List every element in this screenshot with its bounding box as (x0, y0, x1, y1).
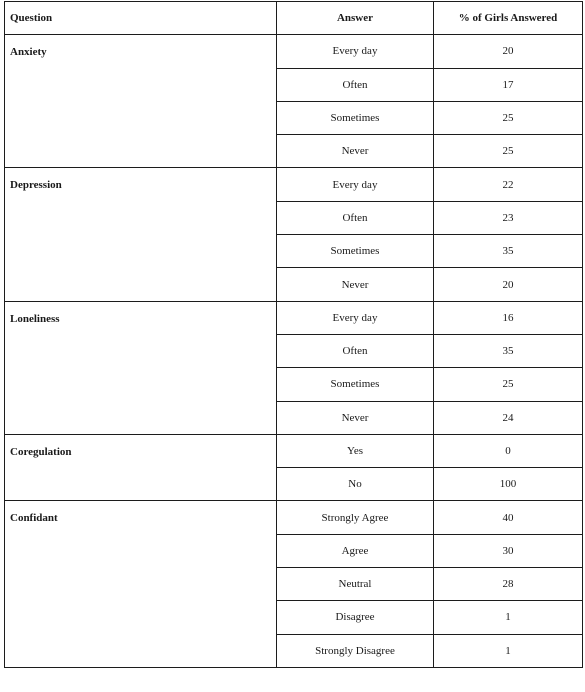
answer-cell: Often (277, 201, 434, 234)
table-body (5, 35, 583, 668)
percent-cell: 35 (434, 235, 583, 268)
question-cell: Anxiety (5, 35, 277, 168)
table-row (5, 35, 583, 68)
answer-cell: Never (277, 401, 434, 434)
question-cell: Depression (5, 168, 277, 301)
percent-cell: 1 (434, 634, 583, 667)
answer-cell: Neutral (277, 568, 434, 601)
answer-cell: Never (277, 135, 434, 168)
header-answer: Answer (277, 2, 434, 35)
answer-cell: Agree (277, 534, 434, 567)
header-row (5, 2, 583, 35)
question-cell: Confidant (5, 501, 277, 667)
table-row (5, 501, 583, 534)
percent-cell: 24 (434, 401, 583, 434)
answer-cell: No (277, 468, 434, 501)
percent-cell: 30 (434, 534, 583, 567)
answer-cell: Often (277, 68, 434, 101)
survey-results-table (4, 1, 583, 668)
question-cell: Coregulation (5, 434, 277, 501)
percent-cell: 25 (434, 135, 583, 168)
answer-cell: Strongly Disagree (277, 634, 434, 667)
answer-cell: Every day (277, 301, 434, 334)
answer-cell: Yes (277, 434, 434, 467)
answer-cell: Sometimes (277, 368, 434, 401)
percent-cell: 20 (434, 35, 583, 68)
table-row (5, 434, 583, 467)
answer-cell: Every day (277, 35, 434, 68)
percent-cell: 100 (434, 468, 583, 501)
percent-cell: 25 (434, 101, 583, 134)
percent-cell: 17 (434, 68, 583, 101)
header-question: Question (5, 2, 277, 35)
percent-cell: 40 (434, 501, 583, 534)
percent-cell: 22 (434, 168, 583, 201)
answer-cell: Sometimes (277, 235, 434, 268)
percent-cell: 20 (434, 268, 583, 301)
answer-cell: Every day (277, 168, 434, 201)
table-row (5, 168, 583, 201)
answer-cell: Sometimes (277, 101, 434, 134)
percent-cell: 35 (434, 334, 583, 367)
header-percent: % of Girls Answered (434, 2, 583, 35)
percent-cell: 0 (434, 434, 583, 467)
percent-cell: 23 (434, 201, 583, 234)
answer-cell: Strongly Agree (277, 501, 434, 534)
answer-cell: Disagree (277, 601, 434, 634)
answer-cell: Often (277, 334, 434, 367)
percent-cell: 16 (434, 301, 583, 334)
percent-cell: 28 (434, 568, 583, 601)
table-row (5, 301, 583, 334)
percent-cell: 1 (434, 601, 583, 634)
answer-cell: Never (277, 268, 434, 301)
question-cell: Loneliness (5, 301, 277, 434)
percent-cell: 25 (434, 368, 583, 401)
